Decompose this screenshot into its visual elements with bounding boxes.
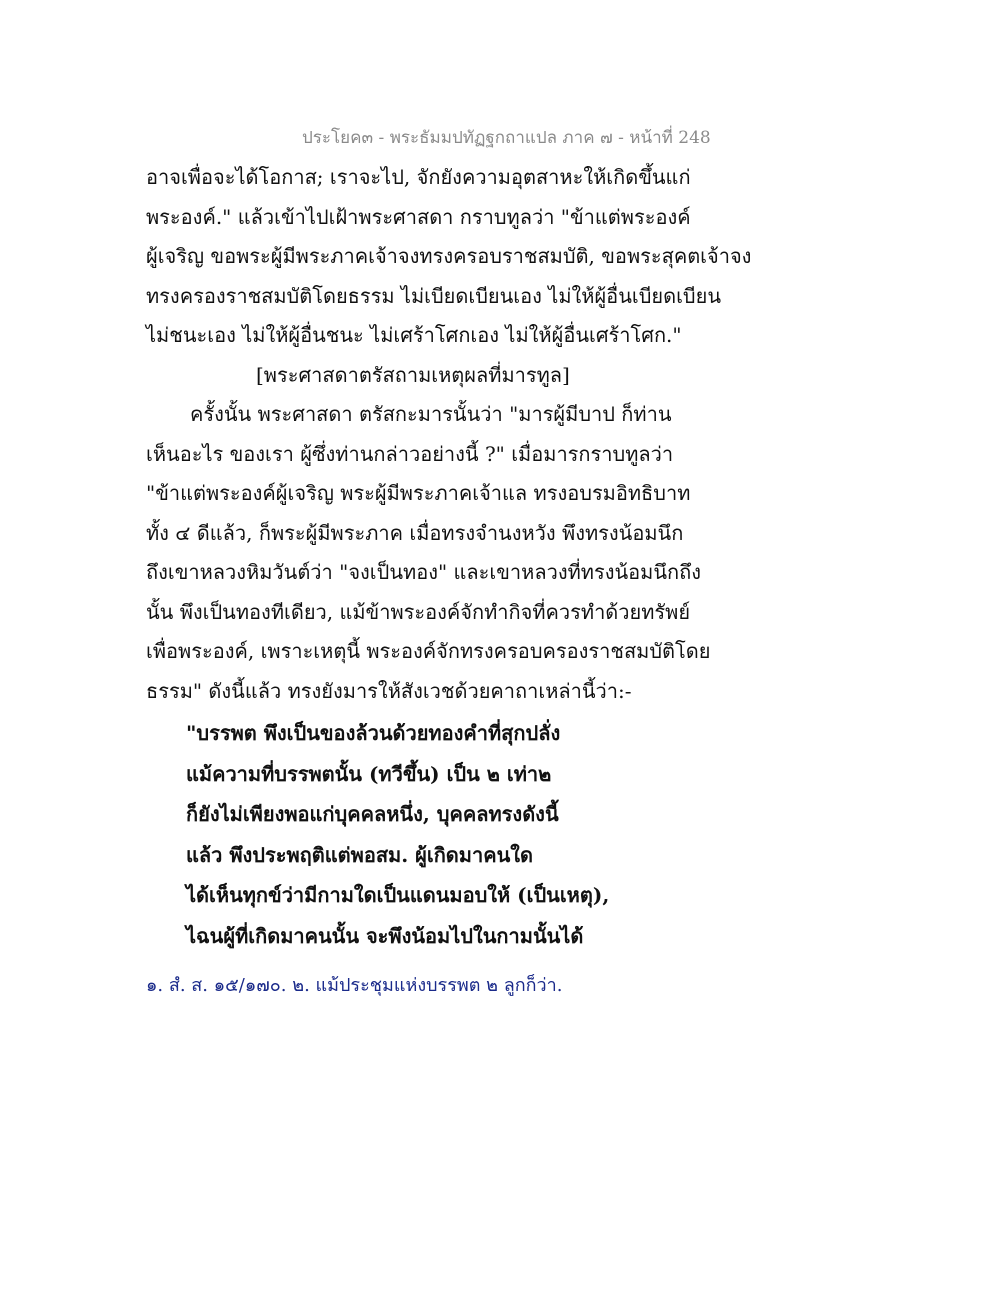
section-heading: [พระศาสดาตรัสถามเหตุผลที่มารทูล]	[256, 362, 570, 387]
text-line: ผู้เจริญ ขอพระผู้มีพระภาคเจ้าจงทรงครอบราชสมบัติ, ขอพระสุคตเจ้าจง	[146, 244, 752, 268]
text-line: ธรรม" ดังนี้แล้ว ทรงยังมารให้สังเวชด้วยคาถาเหล่านี้ว่า:-	[146, 678, 632, 703]
verse-line: ไฉนผู้ที่เกิดมาคนนั้น จะพึงน้อมไปในกามนั้นได้	[186, 923, 584, 948]
text-line: นั้น พึงเป็นทองทีเดียว, แม้ข้าพระองค์จักทำกิจที่ควรทำด้วยทรัพย์	[146, 599, 691, 624]
verse-line: ได้เห็นทุกข์ว่ามีกามใดเป็นแดนมอบให้ (เป็นเหตุ),	[186, 883, 610, 907]
verse-line: "บรรพต พึงเป็นของล้วนด้วยทองคำที่สุกปลั่ง	[186, 721, 561, 745]
text-line: "ข้าแต่พระองค์ผู้เจริญ พระผู้มีพระภาคเจ้าแล ทรงอบรมอิทธิบาท	[146, 481, 691, 505]
verse-line: แม้ความที่บรรพตนั้น (ทวีขึ้น) เป็น ๒ เท่า๒	[186, 761, 552, 786]
text-line: พระองค์." แล้วเข้าไปเฝ้าพระศาสดา กราบทูลว่า "ข้าแต่พระองค์	[146, 204, 691, 229]
text-line: เห็นอะไร ของเรา ผู้ซึ่งท่านกล่าวอย่างนี้ ?" เมื่อมารกราบทูลว่า	[146, 441, 674, 466]
text-line: ทั้ง ๔ ดีแล้ว, ก็พระผู้มีพระภาค เมื่อทรงจำนงหวัง พึงทรงน้อมนึก	[146, 520, 684, 545]
footnote: ๑. สํ. ส. ๑๕/๑๗๐. ๒. แม้ประชุมแห่งบรรพต ๒ ลูกก็ว่า.	[146, 975, 563, 996]
text-line: อาจเพื่อจะได้โอกาส; เราจะไป, จักยังความอุตสาหะให้เกิดขึ้นแก่	[146, 165, 691, 189]
text-line: ครั้งนั้น พระศาสดา ตรัสกะมารนั้นว่า "มารผู้มีบาป ก็ท่าน	[190, 402, 672, 426]
running-header: ประโยค๓ - พระธัมมปทัฏฐกถาแปล ภาค ๗ - หน้าที่ 248	[302, 128, 711, 148]
text-line: เพื่อพระองค์, เพราะเหตุนี้ พระองค์จักทรงครอบครองราชสมบัติโดย	[146, 639, 711, 663]
verse-line: แล้ว พึงประพฤติแต่พอสม. ผู้เกิดมาคนใด	[186, 842, 534, 867]
verse-block	[146, 713, 746, 956]
body-text	[146, 158, 752, 956]
text-line: ไม่ชนะเอง ไม่ให้ผู้อื่นชนะ ไม่เศร้าโศกเอง ไม่ให้ผู้อื่นเศร้าโศก."	[146, 323, 682, 347]
verse-line: ก็ยังไม่เพียงพอแก่บุคคลหนึ่ง, บุคคลทรงดังนี้	[186, 802, 559, 826]
text-line: ถึงเขาหลวงหิมวันต์ว่า "จงเป็นทอง" และเขาหลวงที่ทรงน้อมนึกถึง	[146, 560, 701, 584]
text-line: ทรงครองราชสมบัติโดยธรรม ไม่เบียดเบียนเอง ไม่ให้ผู้อื่นเบียดเบียน	[146, 283, 722, 308]
